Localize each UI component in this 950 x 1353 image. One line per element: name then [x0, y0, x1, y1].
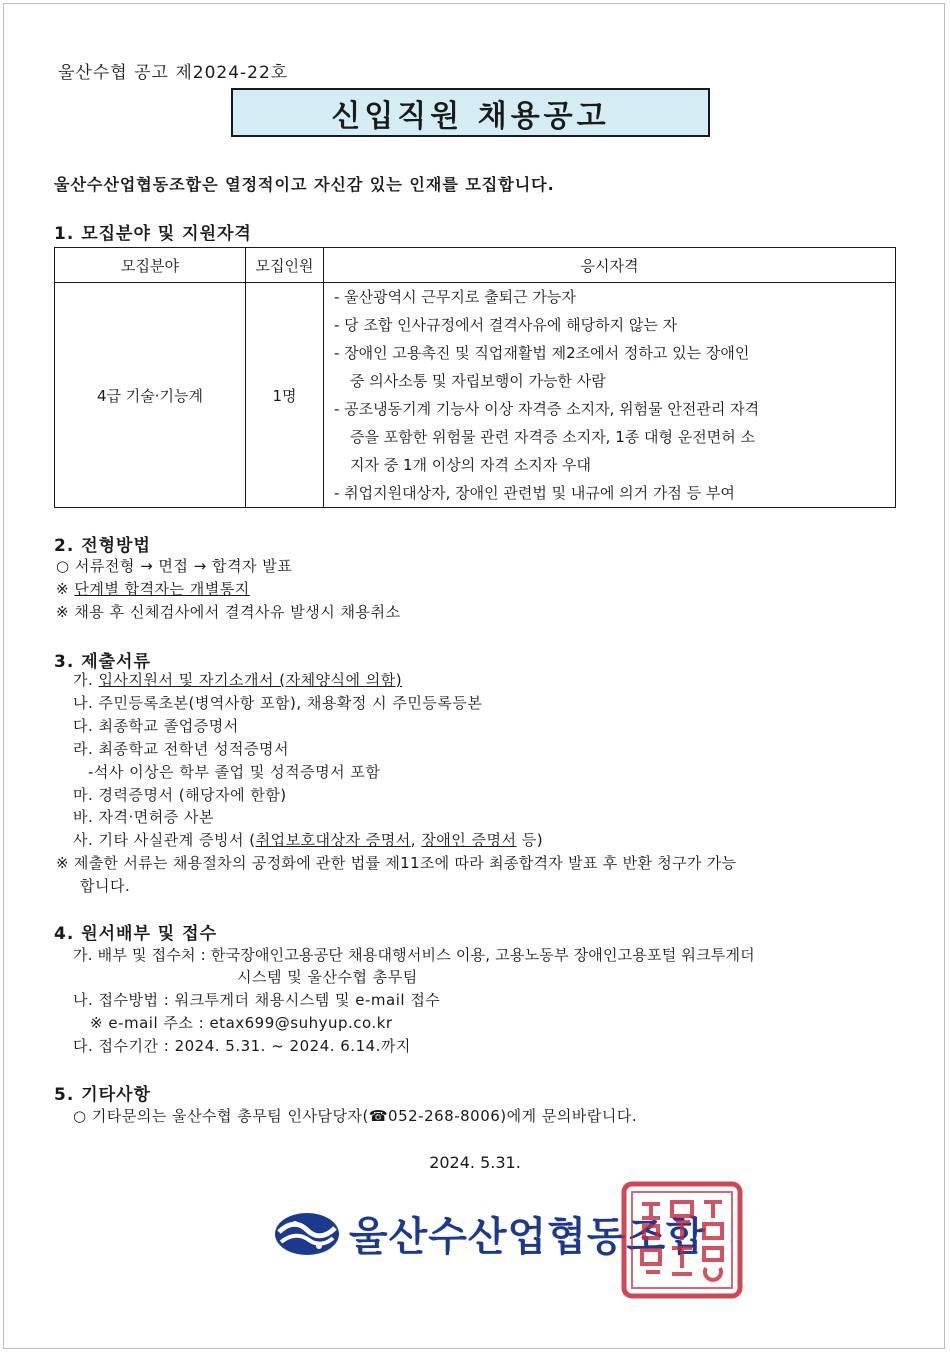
doc-item-ga [73, 669, 402, 690]
field-cell: 4급 기술·기능계 [55, 283, 246, 508]
intro-text: 울산수산업협동조합은 열정적이고 자신감 있는 인재를 모집합니다. [54, 175, 555, 194]
doc-item-ra: 라. 최종학교 전학년 성적증명서 [73, 740, 289, 758]
selection-process: ○ 서류전형 → 면접 → 합격자 발표 [56, 557, 293, 575]
header-field: 모집분야 [55, 248, 246, 283]
notification-note [56, 578, 250, 599]
section1-title: 1. 모집분야 및 지원자격 [54, 224, 252, 244]
official-seal-icon [620, 1180, 744, 1300]
distribution-place-cont: 시스템 및 울산수협 총무팀 [237, 968, 418, 986]
doc-item-sa-suffix: 등) [516, 831, 544, 849]
doc-item-ra-note: -석사 이상은 학부 졸업 및 성적증명서 포함 [88, 763, 381, 781]
qualification-line: - 장애인 고용촉진 및 직업재활법 제2조에서 정하고 있는 장애인 [334, 344, 750, 362]
title-box [231, 88, 710, 137]
return-note-cont: 합니다. [80, 877, 131, 895]
section5-title: 5. 기타사항 [54, 1085, 151, 1105]
requirements-table [54, 247, 896, 508]
suhyup-emblem-icon [273, 1210, 341, 1258]
announcement-date: 2024. 5.31. [429, 1153, 521, 1172]
doc-item-sa-mid: , [410, 831, 422, 849]
doc-item-na: 나. 주민등록초본(병역사항 포함), 채용확정 시 주민등록등본 [73, 694, 483, 712]
submission-period: 다. 접수기간 : 2024. 5.31. ~ 2024. 6.14.까지 [73, 1037, 411, 1055]
section2-title: 2. 전형방법 [54, 536, 151, 556]
doc-item-sa [73, 829, 543, 850]
return-note: ※ 제출한 서류는 채용절차의 공정화에 관한 법률 제11조에 따라 최종합격자 발표 후 반환 청구가 가능 [56, 854, 737, 872]
section3-title: 3. 제출서류 [54, 652, 151, 672]
doc-item-ga-prefix: 가. [73, 671, 99, 689]
doc-item-da: 다. 최종학교 졸업증명서 [73, 717, 239, 735]
org-name: 울산수산업협동조합 [349, 1214, 706, 1260]
qualification-line: - 당 조합 인사규정에서 결격사유에 해당하지 않는 자 [334, 316, 678, 334]
distribution-place: 가. 배부 및 접수처 : 한국장애인고용공단 채용대행서비스 이용, 고용노동부 장애인고용포털 워크투게더 [73, 946, 755, 964]
table-header-row [55, 248, 896, 283]
health-check-note: ※ 채용 후 신체검사에서 결격사유 발생시 채용취소 [56, 603, 401, 621]
qualification-line: 중 의사소통 및 자립보행이 가능한 사람 [350, 372, 606, 390]
count-cell: 1명 [246, 283, 324, 508]
qualification-line: - 울산광역시 근무지로 출퇴근 가능자 [334, 288, 576, 306]
qualification-line: 지자 중 1개 이상의 자격 소지자 우대 [350, 456, 592, 474]
contact-info: ○ 기타문의는 울산수협 총무팀 인사담당자(☎052-268-8006)에게 문의바랍니다. [73, 1107, 638, 1125]
page-title: 신입직원 채용공고 [331, 98, 610, 134]
qualifications-cell [324, 283, 896, 508]
doc-item-sa-u1: 취업보호대상자 증명서 [255, 831, 411, 849]
doc-item-sa-u2: 장애인 증명서 [421, 831, 517, 849]
header-count: 모집인원 [246, 248, 324, 283]
email-address: ※ e-mail 주소 : etax699@suhyup.co.kr [90, 1014, 393, 1032]
note-mark: ※ [56, 580, 75, 598]
doc-item-ga-text: 입사지원서 및 자기소개서 (자체양식에 의함) [98, 671, 403, 689]
notice-number: 울산수협 공고 제2024-22호 [58, 63, 289, 83]
doc-item-sa-prefix: 사. 기타 사실관계 증빙서 ( [73, 831, 256, 849]
notification-text: 단계별 합격자는 개별통지 [74, 580, 250, 598]
header-qualifications: 응시자격 [324, 248, 896, 283]
qualification-line: - 공조냉동기계 기능사 이상 자격증 소지자, 위험물 안전관리 자격 [334, 400, 760, 418]
qualification-line: 증을 포함한 위험물 관련 자격증 소지자, 1종 대형 운전면허 소 [350, 428, 755, 446]
section4-title: 4. 원서배부 및 접수 [54, 924, 217, 944]
submission-method: 나. 접수방법 : 워크투게더 채용시스템 및 e-mail 접수 [73, 991, 441, 1009]
doc-item-ma: 마. 경력증명서 (해당자에 한함) [73, 786, 287, 804]
table-row [55, 283, 896, 508]
qualification-line: - 취업지원대상자, 장애인 관련법 및 내규에 의거 가점 등 부여 [334, 484, 735, 502]
doc-item-ba: 바. 자격·면허증 사본 [73, 808, 214, 826]
